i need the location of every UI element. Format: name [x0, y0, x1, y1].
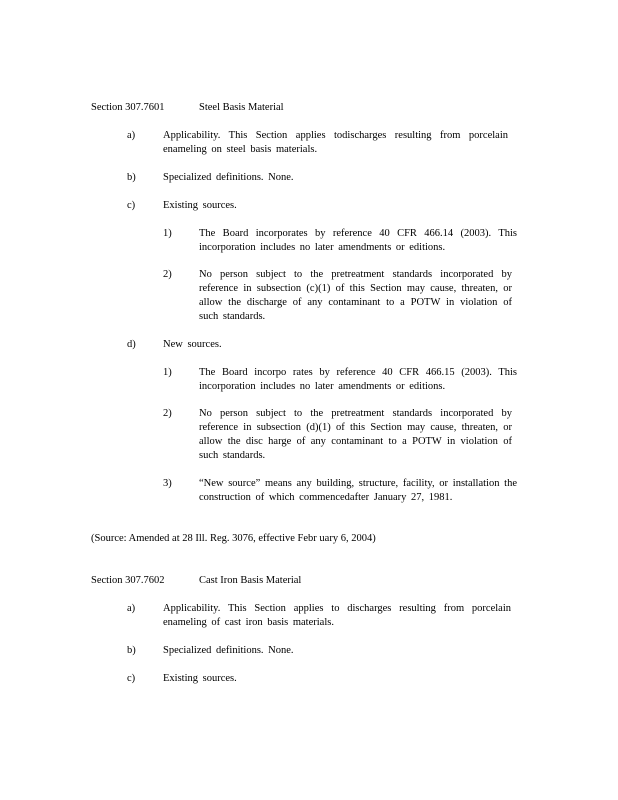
- item-text: New sources.: [163, 339, 222, 350]
- source-note: (Source: Amended at 28 Ill. Reg. 3076, effective Febr uary 6, 2004): [91, 533, 376, 544]
- subitem-text: The Board incorporates by reference 40 CFR 466.14 (2003). This incorporation includes no later amendments or editions.: [199, 228, 517, 253]
- subitem-text: The Board incorpo rates by reference 40 CFR 466.15 (2003). This incorporation includes no later amendments or editions.: [199, 367, 517, 392]
- item-text: Applicability. This Section applies to discharges resulting from porcelain enameling of cast iron basis materials.: [163, 603, 511, 628]
- item-text: Existing sources.: [163, 673, 237, 684]
- section-title: Cast Iron Basis Material: [199, 575, 302, 586]
- section-number: Section 307.7601: [91, 102, 165, 113]
- subitem-label: 1): [163, 228, 172, 239]
- subitem-text: No person subject to the pretreatment standards incorporated by reference in subsection (c)(1) of this Section may cause, threaten, or allow the discharge of any contaminant to a POTW in violation of such standards.: [199, 269, 512, 322]
- subitem-label: 3): [163, 478, 172, 489]
- section-title: Steel Basis Material: [199, 102, 284, 113]
- item-label: c): [127, 673, 136, 684]
- subitem-text: No person subject to the pretreatment standards incorporated by reference in subsection (d)(1) of this Section may cause, threaten, or allow the disc harge of any contaminant to a POTW in violation of such standards.: [199, 408, 512, 461]
- item-label: a): [127, 603, 136, 614]
- item-label: d): [127, 339, 136, 350]
- subitem-text: “New source” means any building, structure, facility, or installation the construction of which commencedafter January 27, 1981.: [199, 478, 517, 503]
- item-text: Existing sources.: [163, 200, 237, 211]
- item-label: b): [127, 172, 136, 183]
- subitem-label: 2): [163, 269, 172, 280]
- item-label: c): [127, 200, 136, 211]
- section-number: Section 307.7602: [91, 575, 165, 586]
- item-label: b): [127, 645, 136, 656]
- item-text: Applicability. This Section applies todischarges resulting from porcelain enameling on steel basis materials.: [163, 130, 508, 155]
- item-text: Specialized definitions. None.: [163, 645, 294, 656]
- subitem-label: 2): [163, 408, 172, 419]
- item-label: a): [127, 130, 136, 141]
- subitem-label: 1): [163, 367, 172, 378]
- item-text: Specialized definitions. None.: [163, 172, 294, 183]
